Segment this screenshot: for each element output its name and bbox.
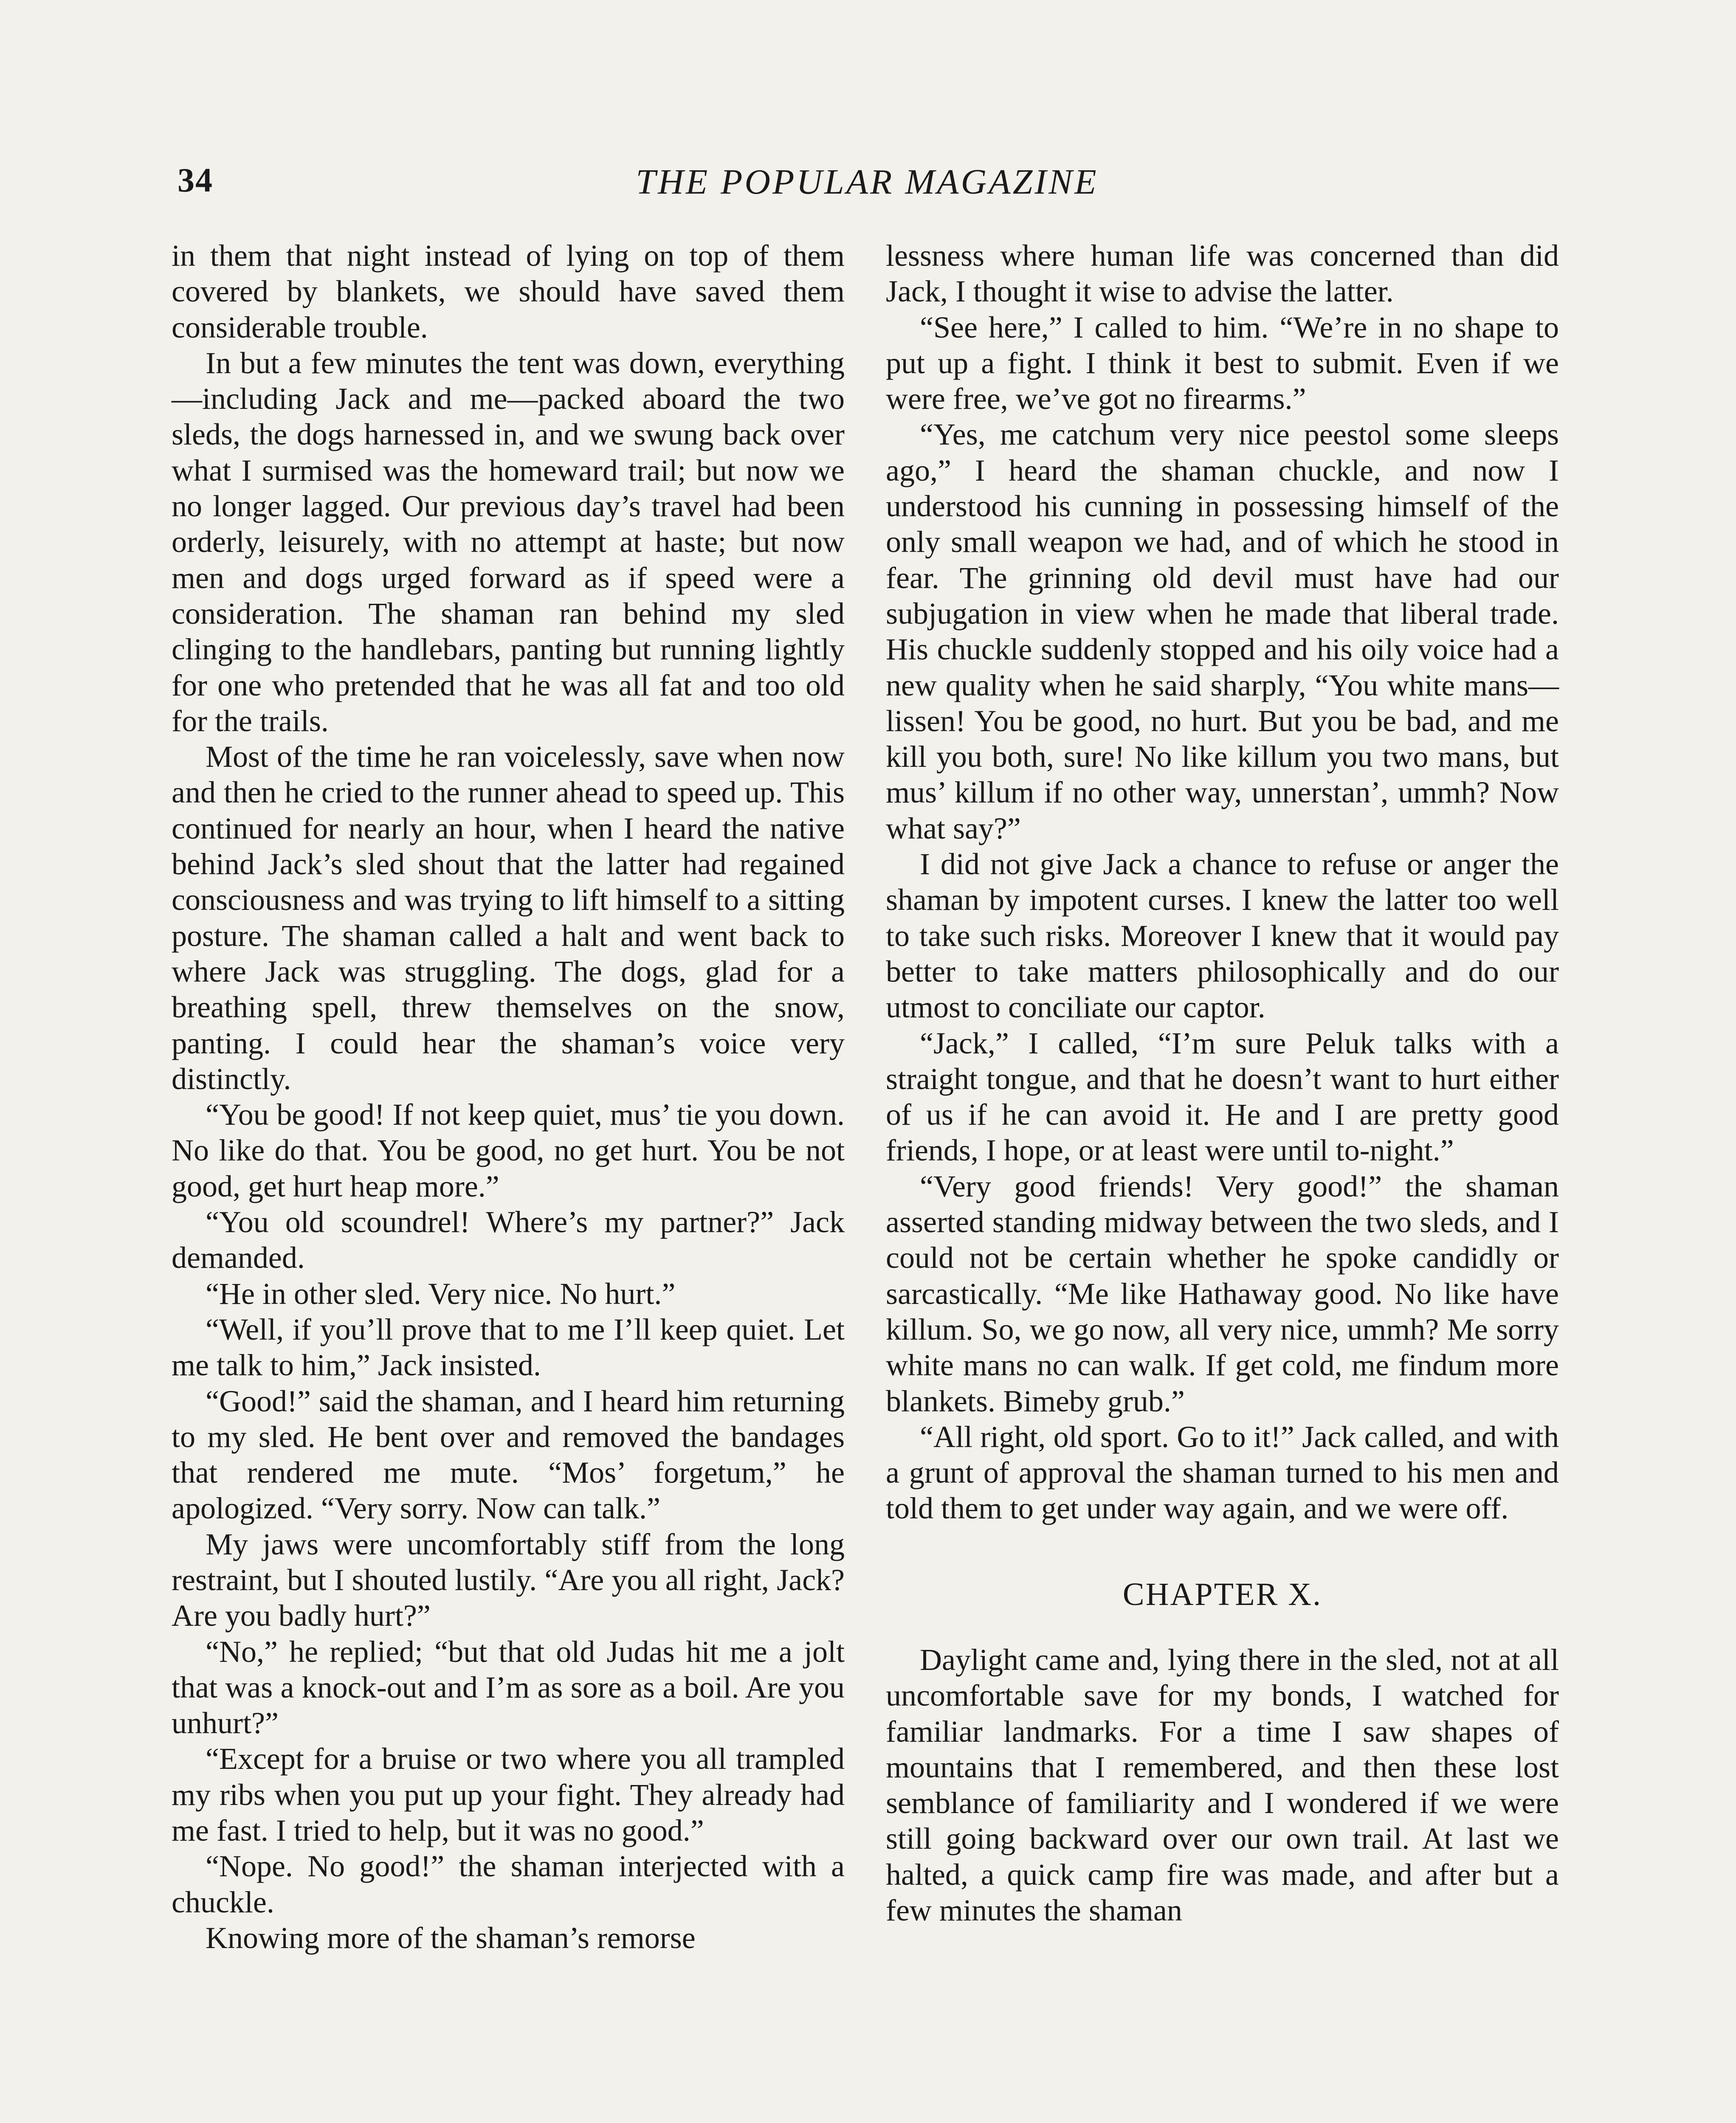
paragraph: Daylight came and, lying there in the sled, not at all uncomfortable save for my bonds, I watched for familiar landmarks. For a time I saw shapes of mountains that I remembered, and then these lost semblance of familiarity and I wondered if we were still going backward over our own trail. At last we halted, a quick camp fire was made, and after but a few minutes the shaman (886, 1642, 1559, 1928)
left-text-column (172, 238, 845, 1956)
paragraph: In but a few minutes the tent was down, everything—including Jack and me—packed aboard the two sleds, the dogs harnessed in, and we swung back over what I surmised was the homeward trail; but now we no longer lagged. Our previous day’s travel had been orderly, leisurely, with no attempt at haste; but now men and dogs urged forward as if speed were a consideration. The shaman ran behind my sled clinging to the handlebars, panting but running lightly for one who pretended that he was all fat and too old for the trails. (172, 346, 845, 738)
paragraph: I did not give Jack a chance to refuse or anger the shaman by impotent curses. I knew the latter too well to take such risks. Moreover I knew that it would pay better to take matters philosophically and do our utmost to conciliate our captor. (886, 847, 1559, 1025)
paragraph: “Nope. No good!” the shaman interjected with a chuckle. (172, 1849, 845, 1919)
page-header (178, 161, 1557, 208)
paragraph: “Very good friends! Very good!” the shaman asserted standing midway between the two sleds, and I could not be certain whether he spoke candidly or sarcastically. “Me like Hathaway good. No like have killum. So, we go now, all very nice, ummh? Me sorry white mans no can walk. If get cold, me findum more blankets. Bimeby grub.” (886, 1169, 1559, 1418)
paragraph: “He in other sled. Very nice. No hurt.” (206, 1276, 676, 1311)
running-head-title: THE POPULAR MAGAZINE (636, 162, 1099, 202)
paragraph: “All right, old sport. Go to it!” Jack called, and with a grunt of approval the shaman turned to his men and told them to get under way again, and we were off. (886, 1419, 1559, 1526)
paragraph: “You be good! If not keep quiet, mus’ tie you down. No like do that. You be good, no get hurt. You be not good, get hurt heap more.” (172, 1098, 845, 1203)
right-text-column (886, 238, 1559, 1928)
paragraph: lessness where human life was concerned than did Jack, I thought it wise to advise the latter. (886, 239, 1559, 309)
paragraph: Knowing more of the shaman’s remorse (206, 1920, 696, 1955)
paragraph: Most of the time he ran voicelessly, save when now and then he cried to the runner ahead to speed up. This continued for nearly an hour, when I heard the native behind Jack’s sled shout that the latter had regained consciousness and was trying to lift himself to a sitting posture. The shaman called a halt and went back to where Jack was struggling. The dogs, glad for a breathing spell, threw themselves on the snow, panting. I could hear the shaman’s voice very distinctly. (172, 740, 845, 1096)
paragraph: My jaws were uncomfortably stiff from the long restraint, but I shouted lustily. “Are you all right, Jack? Are you badly hurt?” (172, 1527, 845, 1633)
paragraph: in them that night instead of lying on top of them covered by blankets, we should have saved them considerable trouble. (172, 239, 845, 344)
page-number: 34 (178, 162, 213, 199)
paragraph: “See here,” I called to him. “We’re in no shape to put up a fight. I think it best to submit. Even if we were free, we’ve got no firearms.” (886, 310, 1559, 416)
paragraph: “Except for a bruise or two where you all trampled my ribs when you put up your fight. They already had me fast. I tried to help, but it was no good.” (172, 1742, 845, 1848)
chapter-heading: CHAPTER X. (1122, 1576, 1322, 1612)
paragraph: “Jack,” I called, “I’m sure Peluk talks with a straight tongue, and that he doesn’t want to hurt either of us if he can avoid it. He and I are pretty good friends, I hope, or at least were until to-night.” (886, 1026, 1559, 1168)
paragraph: “You old scoundrel! Where’s my partner?” Jack demanded. (172, 1205, 845, 1275)
paragraph: “No,” he replied; “but that old Judas hit me a jolt that was a knock-out and I’m as sore as a boil. Are you unhurt?” (172, 1634, 845, 1740)
paragraph: “Good!” said the shaman, and I heard him returning to my sled. He bent over and removed the bandages that rendered me mute. “Mos’ forgetum,” he apologized. “Very sorry. Now can talk.” (172, 1384, 845, 1526)
paragraph: “Yes, me catchum very nice peestol some sleeps ago,” I heard the shaman chuckle, and now I understood his cunning in possessing himself of the only small weapon we had, and of which he stood in fear. The grinning old devil must have had our subjugation in view when he made that liberal trade. His chuckle suddenly stopped and his oily voice had a new quality when he said sharply, “You white mans—lissen! You be good, no hurt. But you be bad, and me kill you both, sure! No like killum you two mans, but mus’ killum if no other way, unnerstan’, ummh? Now what say?” (886, 417, 1559, 845)
paragraph: “Well, if you’ll prove that to me I’ll keep quiet. Let me talk to him,” Jack insisted. (172, 1312, 845, 1382)
